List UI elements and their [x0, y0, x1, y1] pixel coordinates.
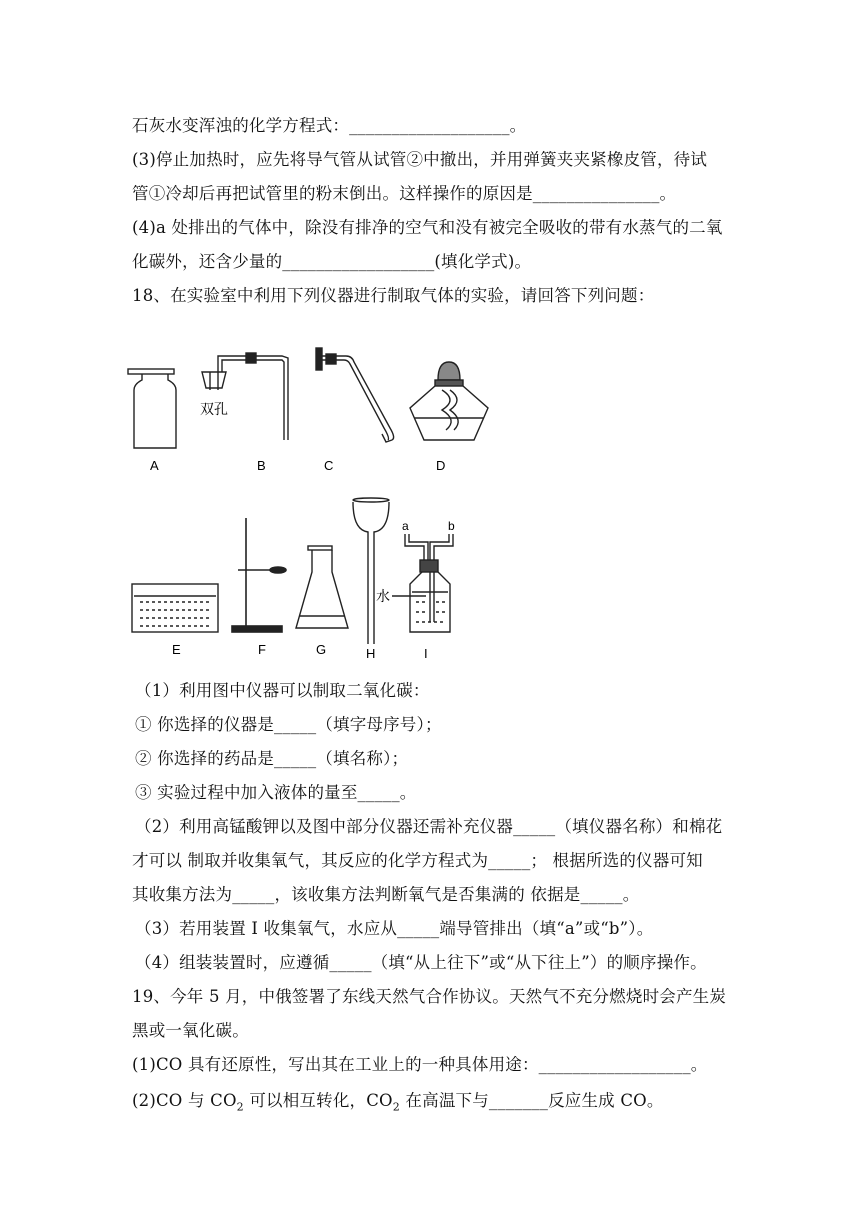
apparatus-c-tube	[316, 348, 394, 442]
apparatus-a-bottle	[128, 369, 176, 448]
label-e: E	[172, 642, 181, 657]
label-d: D	[436, 458, 446, 473]
text-line-10: ③ 实验过程中加入液体的量至_____。	[135, 783, 417, 802]
label-i-port-b: b	[448, 519, 455, 533]
apparatus-d-lamp	[410, 362, 488, 440]
label-i-port-a: a	[402, 519, 409, 533]
text-line-5: 化碳外，还含少量的__________________(填化学式)。	[132, 252, 532, 271]
question-19-stem: 19、今年 5 月，中俄签署了东线天然气合作协议。天然气不充分燃烧时会产生炭	[132, 987, 727, 1006]
text-line-19	[132, 1087, 664, 1113]
apparatus-b-stopper	[202, 353, 288, 440]
text-line-12: 才可以 制取并收集氧气，其反应的化学方程式为_____； 根据所选的仪器可知	[132, 851, 703, 870]
label-i-water: 水	[376, 588, 390, 604]
text-line-19-part-a: (2)CO 与 CO	[132, 1091, 237, 1110]
text-line-2: (3)停止加热时，应先将导气管从试管②中撤出，并用弹簧夹夹紧橡皮管，待试	[132, 150, 708, 169]
text-line-15: （4）组装装置时，应遵循_____（填“从上往下”或“从下往上”）的顺序操作。	[135, 953, 707, 972]
text-line-4: (4)a 处排出的气体中，除没有排净的空气和没有被完全吸收的带有水蒸气的二氧	[132, 218, 723, 237]
label-i: I	[424, 646, 428, 660]
apparatus-h-funnel	[353, 498, 389, 644]
text-line-19-part-b: 可以相互转化，CO	[243, 1091, 393, 1110]
subscript-2: 2	[236, 1100, 244, 1114]
apparatus-f-stand	[232, 518, 286, 632]
apparatus-figure	[120, 340, 490, 660]
label-a: A	[150, 458, 159, 473]
question-18-stem: 18、在实验室中利用下列仪器进行制取气体的实验，请回答下列问题：	[132, 286, 655, 305]
text-line-17: 黑或一氧化碳。	[132, 1021, 249, 1040]
label-h: H	[366, 646, 376, 660]
label-b-note: 双孔	[200, 401, 228, 417]
text-line-1: 石灰水变浑浊的化学方程式：___________________。	[132, 116, 527, 135]
text-line-9: ② 你选择的药品是_____（填名称）；	[135, 749, 409, 768]
text-line-7: （1）利用图中仪器可以制取二氧化碳：	[135, 681, 430, 700]
text-line-13: 其收集方法为_____，该收集方法判断氧气是否集满的 依据是_____。	[132, 885, 640, 904]
text-line-19-part-c: 在高温下与_______反应生成 CO。	[399, 1091, 664, 1110]
subscript-2: 2	[392, 1100, 400, 1114]
text-line-18: (1)CO 具有还原性，写出其在工业上的一种具体用途：__________________。	[132, 1055, 708, 1074]
label-c: C	[324, 458, 334, 473]
label-g: G	[316, 642, 327, 657]
text-line-11: （2）利用高锰酸钾以及图中部分仪器还需补充仪器_____（填仪器名称）和棉花	[135, 817, 723, 836]
label-b: B	[257, 458, 266, 473]
text-line-8: ① 你选择的仪器是_____（填字母序号）；	[135, 715, 442, 734]
apparatus-e-trough	[132, 584, 218, 632]
label-f: F	[258, 642, 266, 657]
text-line-3: 管①冷却后再把试管里的粉末倒出。这样操作的原因是_______________。	[132, 184, 677, 203]
apparatus-g-flask	[296, 546, 348, 628]
text-line-14: （3）若用装置 I 收集氧气，水应从_____端导管排出（填“a”或“b”）。	[135, 919, 654, 938]
apparatus-i-bottle	[392, 534, 453, 632]
